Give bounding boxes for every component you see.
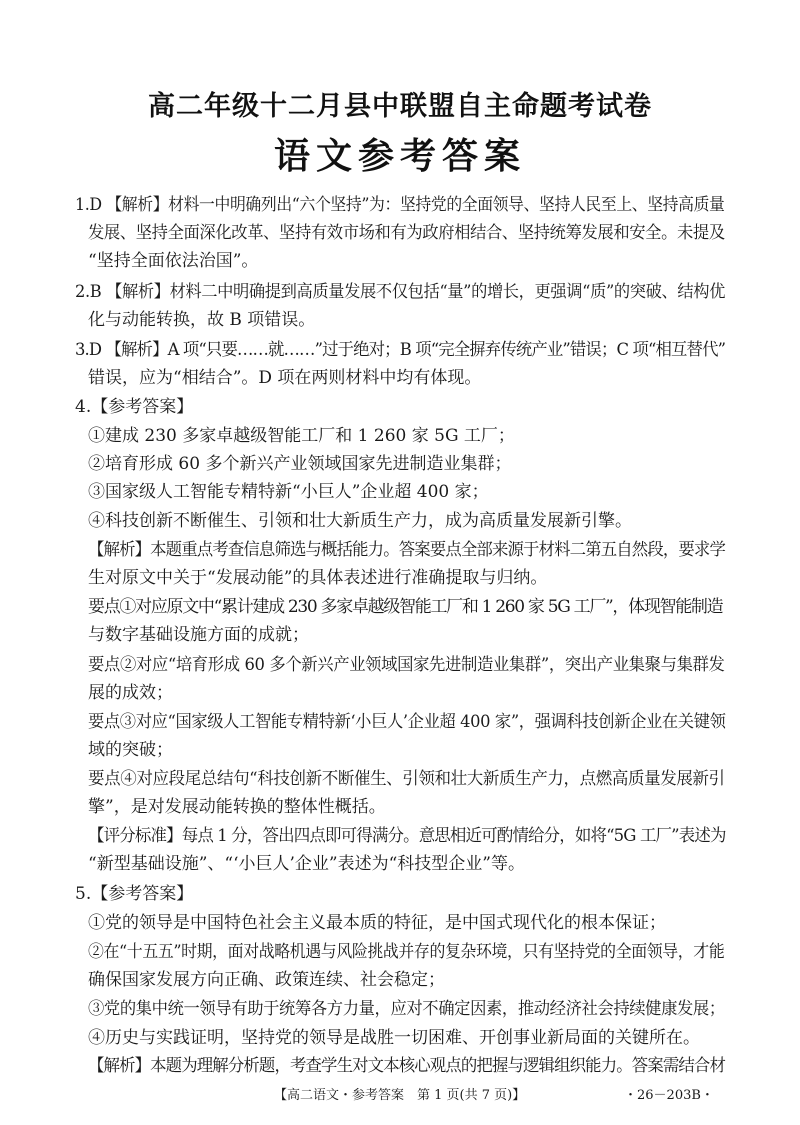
text-line: 生对原文中关于“发展动能”的具体表述进行准确提取与归纳。 <box>88 568 548 588</box>
answer-key-title: 语文参考答案 <box>273 136 526 177</box>
text-line: 2.B 【解析】材料二中明确提到高质量发展不仅包括“量”的增长，更强调“质”的突破、结构优 <box>75 282 725 302</box>
answer-point: ④历史与实践证明，坚持党的领导是战胜一切困难、开创事业新局面的关键所在。 <box>88 1028 700 1048</box>
text-line: 错误，应为“相结合”。D 项在两则材料中均有体现。 <box>88 368 482 388</box>
text-line: 化与动能转换，故 B 项错误。 <box>88 310 316 330</box>
text-line: 展的成效； <box>88 683 173 703</box>
text-line: 擎”，是对发展动能转换的整体性概括。 <box>88 797 386 817</box>
answer-point: 确保国家发展方向正确、政策连续、社会稳定； <box>88 970 445 990</box>
text-line: “坚持全面依法治国”。 <box>88 251 259 271</box>
answer-point: ②在“十五五”时期，面对战略机遇与风险挑战并存的复杂环境，只有坚持党的全面领导，才能 <box>88 942 725 962</box>
exam-title: 高二年级十二月县中联盟自主命题考试卷 <box>148 91 652 122</box>
text-line: “新型基础设施”、“‘小巨人’企业”表述为“科技型企业”等。 <box>88 854 525 874</box>
text-line: 3.D 【解析】A 项“只要……就……”过于绝对；B 项“完全摒弃传统产业”错误；C 项“相互替代” <box>75 340 726 360</box>
answer-point: ①党的领导是中国特色社会主义最本质的特征，是中国式现代化的根本保证； <box>88 913 666 933</box>
text-line: 要点②对应“培育形成 60 多个新兴产业领域国家先进制造业集群”，突出产业集聚与集群发 <box>88 655 725 675</box>
page-footer <box>0 1086 800 1106</box>
text-line: 发展、坚持全面深化改革、坚持有效市场和有为政府相结合、坚持统筹发展和安全。未提及 <box>88 223 725 243</box>
text-line: 要点③对应“国家级人工智能专精特新‘小巨人’企业超 400 家”，强调科技创新企业在关键领 <box>88 712 726 732</box>
footer-page-info: 【高二语文・参考答案 第 1 页(共 7 页)】 <box>274 1088 526 1103</box>
answer-point: ②培育形成 60 多个新兴产业领域国家先进制造业集群； <box>88 454 512 474</box>
footer-code: ・26－203B・ <box>624 1088 714 1103</box>
text-line: 【解析】本题为理解分析题，考查学生对文本核心观点的把握与逻辑组织能力。答案需结合材 <box>88 1056 726 1076</box>
text-line: 【解析】本题重点考查信息筛选与概括能力。答案要点全部来源于材料二第五自然段，要求学 <box>88 540 726 560</box>
text-line: 【评分标准】每点 1 分，答出四点即可得满分。意思相近可酌情给分，如将“5G 工厂”表述为 <box>88 826 726 846</box>
question-heading: 5.【参考答案】 <box>75 884 194 904</box>
answer-point: ①建成 230 多家卓越级智能工厂和 1 260 家 5G 工厂； <box>88 426 515 446</box>
text-line: 域的突破； <box>88 740 173 760</box>
answer-point: ③党的集中统一领导有助于统筹各方力量，应对不确定因素，推动经济社会持续健康发展； <box>88 999 725 1019</box>
text-line: 要点①对应原文中“累计建成 230 多家卓越级智能工厂和 1 260 家 5G 工厂”，体现智能制造 <box>88 597 723 617</box>
text-line: 与数字基础设施方面的成就； <box>88 625 309 645</box>
text-line: 要点④对应段尾总结句“科技创新不断催生、引领和壮大新质生产力，点燃高质量发展新引 <box>88 769 725 789</box>
answer-point: ④科技创新不断催生、引领和壮大新质生产力，成为高质量发展新引擎。 <box>88 511 632 531</box>
answer-point: ③国家级人工智能专精特新“小巨人”企业超 400 家； <box>88 482 489 502</box>
text-line: 1.D 【解析】材料一中明确列出“六个坚持”为：坚持党的全面领导、坚持人民至上、坚持高质量 <box>75 195 725 215</box>
question-heading: 4.【参考答案】 <box>75 397 194 417</box>
